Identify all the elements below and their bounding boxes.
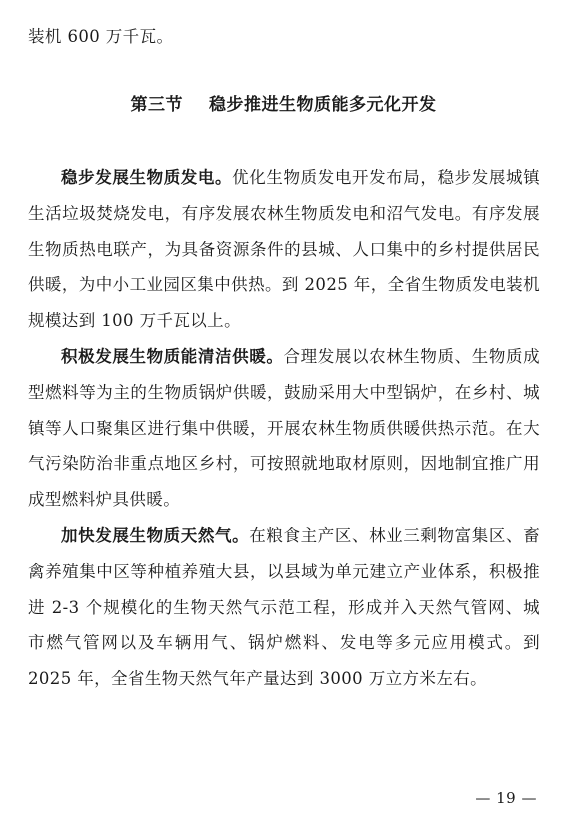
body-text	[28, 160, 540, 697]
paragraph-lead: 稳步发展生物质发电。	[61, 168, 233, 187]
paragraph-clean-heating	[28, 339, 540, 518]
paragraph-text: 在粮食主产区、林业三剩物富集区、畜禽养殖集中区等种植养殖大县，以县域为单元建立产业体系，积极推进 2-3 个规模化的生物天然气示范工程，形成并入天然气管网、城市燃气管网以及车辆用气、锅炉燃料、发电等多元应用模式。到 2025 年，全省生物天然气年产量达到 3000 万立方米左右。	[28, 525, 540, 689]
paragraph-biogas	[28, 518, 540, 697]
paragraph-text: 合理发展以农林生物质、生物质成型燃料等为主的生物质锅炉供暖，鼓励采用大中型锅炉，在乡村、城镇等人口聚集区进行集中供暖，开展农林生物质供暖供热示范。在大气污染防治非重点地区乡村，可按照就地取材原则，因地制宜推广用成型燃料炉具供暖。	[28, 346, 541, 510]
page-number: — 19 —	[475, 789, 537, 807]
paragraph-lead: 加快发展生物质天然气。	[61, 525, 250, 545]
paragraph-biomass-power	[28, 160, 540, 339]
section-number: 第三节	[130, 95, 183, 115]
paragraph-text: 优化生物质发电开发布局，稳步发展城镇生活垃圾焚烧发电，有序发展农林生物质发电和沼气发电。有序发展生物质热电联产，为具备资源条件的县城、人口集中的乡村提供居民供暖，为中小工业园区集中供热。到 2025 年，全省生物质发电装机规模达到 100 万千瓦以上。	[28, 168, 541, 331]
carryover-text: 装机 600 万千瓦。	[28, 27, 174, 46]
paragraph-lead: 积极发展生物质能清洁供暖。	[61, 346, 284, 366]
section-title: 稳步推进生物质能多元化开发	[209, 95, 437, 115]
section-heading	[0, 90, 567, 120]
